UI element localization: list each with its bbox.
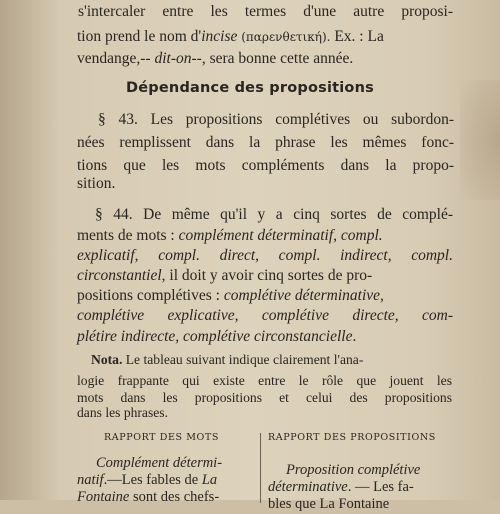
table-cell-line: bles que La Fontaine bbox=[268, 496, 390, 512]
text-line: tions que les mots compléments dans la propo- bbox=[77, 157, 454, 174]
table-cell-line: Proposition complétive bbox=[286, 462, 421, 478]
page-stain bbox=[460, 80, 500, 200]
text-line: § 43. Les propositions complétives ou subordon- bbox=[98, 111, 454, 128]
nota-line: logie frappante qui existe entre le rôle que jouent les bbox=[77, 373, 452, 388]
text-line: § 44. De même qu'il y a cinq sortes de complé- bbox=[95, 206, 453, 223]
text-line: tion prend le nom d'incise (παρενθετική). Ex. : La bbox=[77, 28, 384, 45]
section-heading: Dépendance des propositions bbox=[126, 80, 374, 96]
text-line: sition. bbox=[77, 175, 116, 192]
text-line: plétire indirecte, complétive circonstancielle. bbox=[77, 328, 357, 345]
table-cell-line: natif.—Les fables de La bbox=[77, 472, 218, 488]
text-line: explicatif, compl. direct, compl. indirect, compl. bbox=[77, 247, 453, 264]
text-line: nées remplissent dans la phrase les mêmes fonc- bbox=[77, 134, 454, 151]
page-shadow bbox=[0, 0, 60, 500]
nota-line: dans les phrases. bbox=[77, 405, 168, 420]
text-line: complétive explicative, complétive directe, com- bbox=[77, 307, 453, 324]
nota-line: mots dans les propositions et celui des propositions bbox=[77, 390, 452, 405]
nota-line: Nota. Le tableau suivant indique clairement l'ana- bbox=[91, 352, 364, 367]
text-line: ments de mots : complément déterminatif, compl. bbox=[77, 227, 383, 244]
text-line: vendange,-- dit-on--, sera bonne cette année. bbox=[77, 50, 354, 67]
text-line: s'intercaler entre les termes d'une autre proposi- bbox=[78, 3, 453, 20]
table-cell-line: Complément détermi- bbox=[96, 455, 223, 471]
column-header-words: RAPPORT DES MOTS bbox=[104, 432, 219, 443]
column-header-propositions: RAPPORT DES PROPOSITIONS bbox=[268, 432, 436, 443]
column-divider bbox=[260, 433, 261, 503]
table-cell-line: déterminative. — Les fa- bbox=[268, 479, 414, 495]
text-line: positions complétives : complétive déterminative, bbox=[77, 287, 384, 304]
text-line: circonstantiel, il doit y avoir cinq sortes de pro- bbox=[77, 267, 373, 284]
table-cell-line: Fontaine sont des chefs- bbox=[77, 489, 220, 505]
